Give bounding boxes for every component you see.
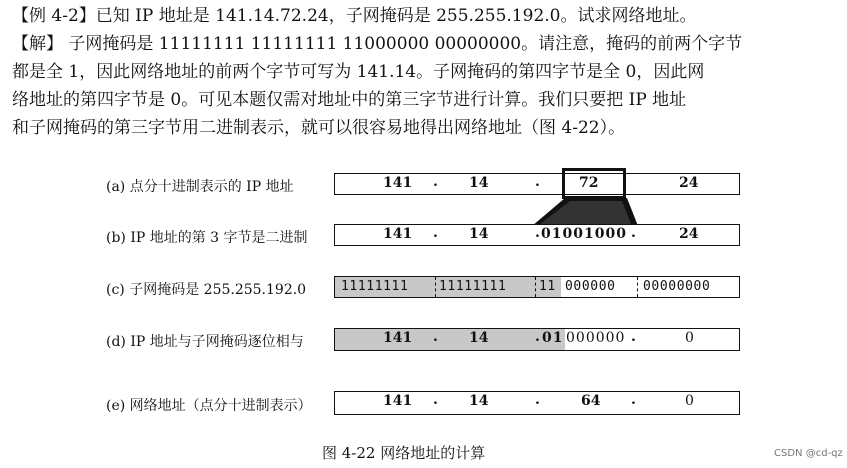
row-c-label: (c) 子网掩码是 255.255.192.0	[106, 282, 307, 298]
row-a-dot1: .	[433, 174, 438, 190]
text-line-3: 都是全 1，因此网络地址的前两个字节可写为 141.14。子网掩码的第四字节是全 0，因此网	[12, 62, 705, 82]
row-e-byte1: 141	[383, 393, 413, 409]
mask-byte3-ones: 11	[539, 279, 556, 294]
row-b-dot3: .	[631, 225, 636, 241]
row-a-byte2: 14	[469, 175, 489, 191]
row-d-byte1: 141	[383, 330, 413, 346]
row-b-byte4: 24	[679, 226, 699, 242]
row-e-dot1: .	[433, 392, 438, 408]
row-d-byte4: 0	[685, 330, 694, 346]
row-d-dot3: .	[631, 329, 636, 345]
row-d-byte3-zeros: 000000	[566, 330, 626, 346]
row-e-dot3: .	[631, 392, 636, 408]
row-a-box	[334, 173, 740, 195]
mask-byte1-bits: 11111111	[341, 279, 409, 294]
figure-caption: 图 4-22 网络地址的计算	[322, 444, 486, 462]
mask-byte4-bits: 00000000	[643, 279, 711, 294]
row-e-byte3: 64	[581, 393, 601, 409]
row-e-byte4: 0	[685, 393, 694, 409]
row-b-label: (b) IP 地址的第 3 字节是二进制	[106, 230, 308, 246]
mask-byte2-bits: 11111111	[439, 279, 507, 294]
and-result-shading	[335, 329, 565, 350]
row-e-box	[334, 391, 740, 415]
text-line-2: 【解】 子网掩码是 11111111 11111111 11000000 00000000。请注意，掩码的前两个字节	[12, 34, 743, 54]
row-b-dot2: .	[535, 225, 540, 241]
row-d-label: (d) IP 地址与子网掩码逐位相与	[106, 334, 304, 350]
row-d-dot2: .	[535, 329, 540, 345]
row-a-dot2: .	[535, 174, 540, 190]
problem-text	[12, 2, 838, 142]
mask-divider-2	[535, 277, 536, 297]
row-b-byte1: 141	[383, 226, 413, 242]
row-d-dot1: .	[433, 329, 438, 345]
row-a-byte1: 141	[383, 175, 413, 191]
row-a-byte3: 72	[579, 175, 599, 191]
row-a-byte4: 24	[679, 175, 699, 191]
text-line-1: 【例 4-2】已知 IP 地址是 141.14.72.24，子网掩码是 255.255.192.0。试求网络地址。	[12, 6, 697, 26]
row-b-byte3-binary: 01001000	[541, 226, 627, 242]
mask-divider-3	[637, 277, 638, 297]
text-line-5: 和子网掩码的第三字节用二进制表示，就可以很容易地得出网络地址（图 4-22）。	[12, 118, 626, 138]
row-b-byte2: 14	[469, 226, 489, 242]
row-d-byte2: 14	[469, 330, 489, 346]
row-b-box	[334, 224, 740, 246]
row-e-dot2: .	[535, 392, 540, 408]
row-e-label: (e) 网络地址（点分十进制表示）	[106, 398, 312, 414]
mask-byte3-zeros: 000000	[565, 279, 616, 294]
text-line-4: 络地址的第四字节是 0。可见本题仅需对地址中的第三字节进行计算。我们只要把 IP 地址	[12, 90, 687, 110]
watermark: CSDN @cd-qz	[774, 448, 843, 459]
row-d-box	[334, 328, 740, 351]
row-e-byte2: 14	[469, 393, 489, 409]
byte3-highlight-box	[562, 168, 626, 199]
row-a-label: (a) 点分十进制表示的 IP 地址	[106, 179, 294, 195]
row-d-byte3-ones: 01	[542, 330, 564, 346]
row-c-box	[334, 276, 740, 298]
mask-divider-1	[435, 277, 436, 297]
row-b-dot1: .	[433, 225, 438, 241]
